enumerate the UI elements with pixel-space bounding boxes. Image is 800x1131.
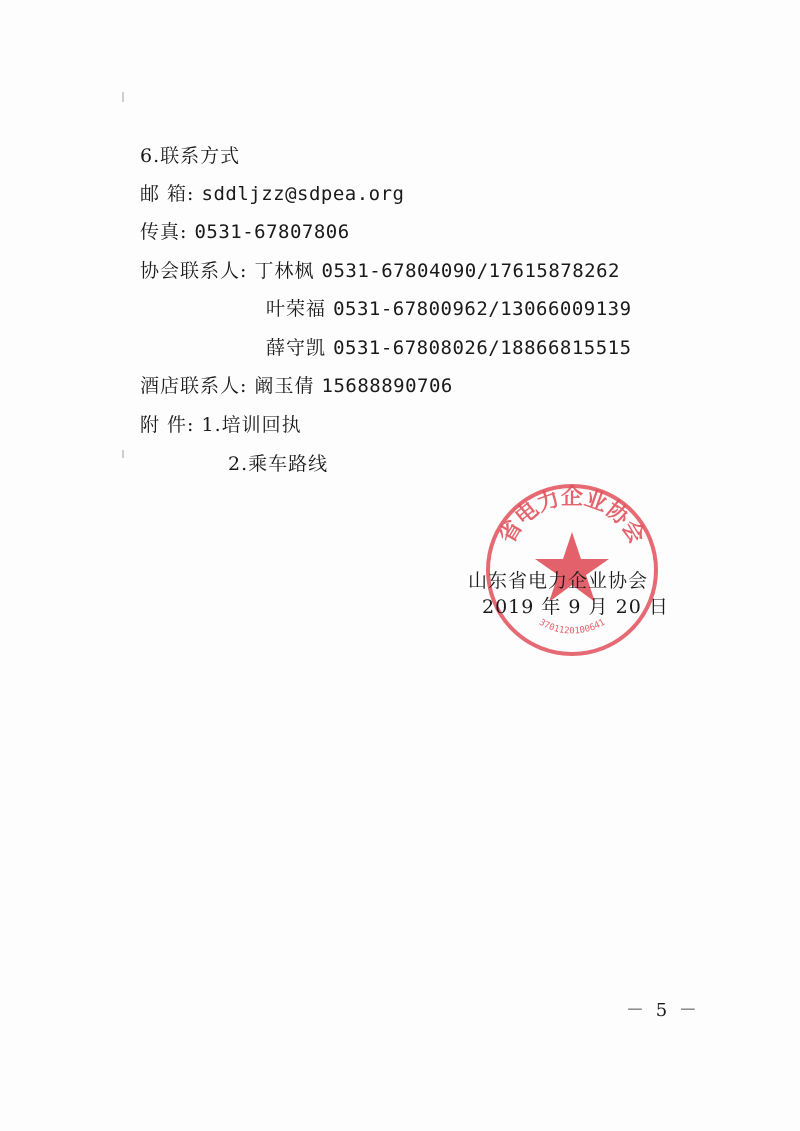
scan-artifact — [122, 450, 124, 458]
association-contact-line — [266, 336, 632, 360]
association-contact-line — [140, 259, 620, 283]
fax-label: 传真: — [140, 221, 188, 243]
contact-phones: 0531-67804090/17615878262 — [321, 260, 620, 282]
signature-org: 山东省电力企业协会 — [468, 570, 649, 592]
contact-phones: 0531-67800962/13066009139 — [333, 298, 632, 320]
seal-arc-text: 省电力企业协会 — [495, 485, 649, 548]
contact-phones: 0531-67808026/18866815515 — [333, 337, 632, 359]
hotel-contact-phone: 15688890706 — [321, 375, 453, 397]
fax-line — [140, 220, 350, 244]
fax-value: 0531-67807806 — [194, 221, 350, 243]
seal-code: 3701120100641 — [537, 617, 607, 637]
scan-artifact — [122, 92, 124, 102]
contact-name: 薛守凯 — [266, 337, 327, 359]
hotel-contact-line — [140, 374, 453, 398]
contact-name: 叶荣福 — [266, 298, 327, 320]
signature-date: 2019 年 9 月 20 日 — [482, 596, 669, 618]
email-value: sddljzz@sdpea.org — [201, 183, 405, 205]
section-title: 6.联系方式 — [140, 145, 241, 167]
email-label: 邮 箱: — [140, 183, 195, 205]
hotel-contact-label: 酒店联系人: — [140, 375, 248, 397]
association-contact-label: 协会联系人: — [140, 260, 248, 282]
hotel-contact-name: 阚玉倩 — [254, 375, 315, 397]
contact-name: 丁林枫 — [254, 260, 315, 282]
email-line — [140, 182, 404, 206]
attachment-item: 1.培训回执 — [201, 414, 302, 436]
attachments-line — [140, 413, 302, 437]
association-contact-line — [266, 297, 632, 321]
page-number: － 5 － — [626, 1000, 700, 1021]
signature-block — [468, 568, 669, 620]
attachment-item: 2.乘车路线 — [228, 453, 329, 475]
attachments-label: 附 件: — [140, 414, 195, 436]
